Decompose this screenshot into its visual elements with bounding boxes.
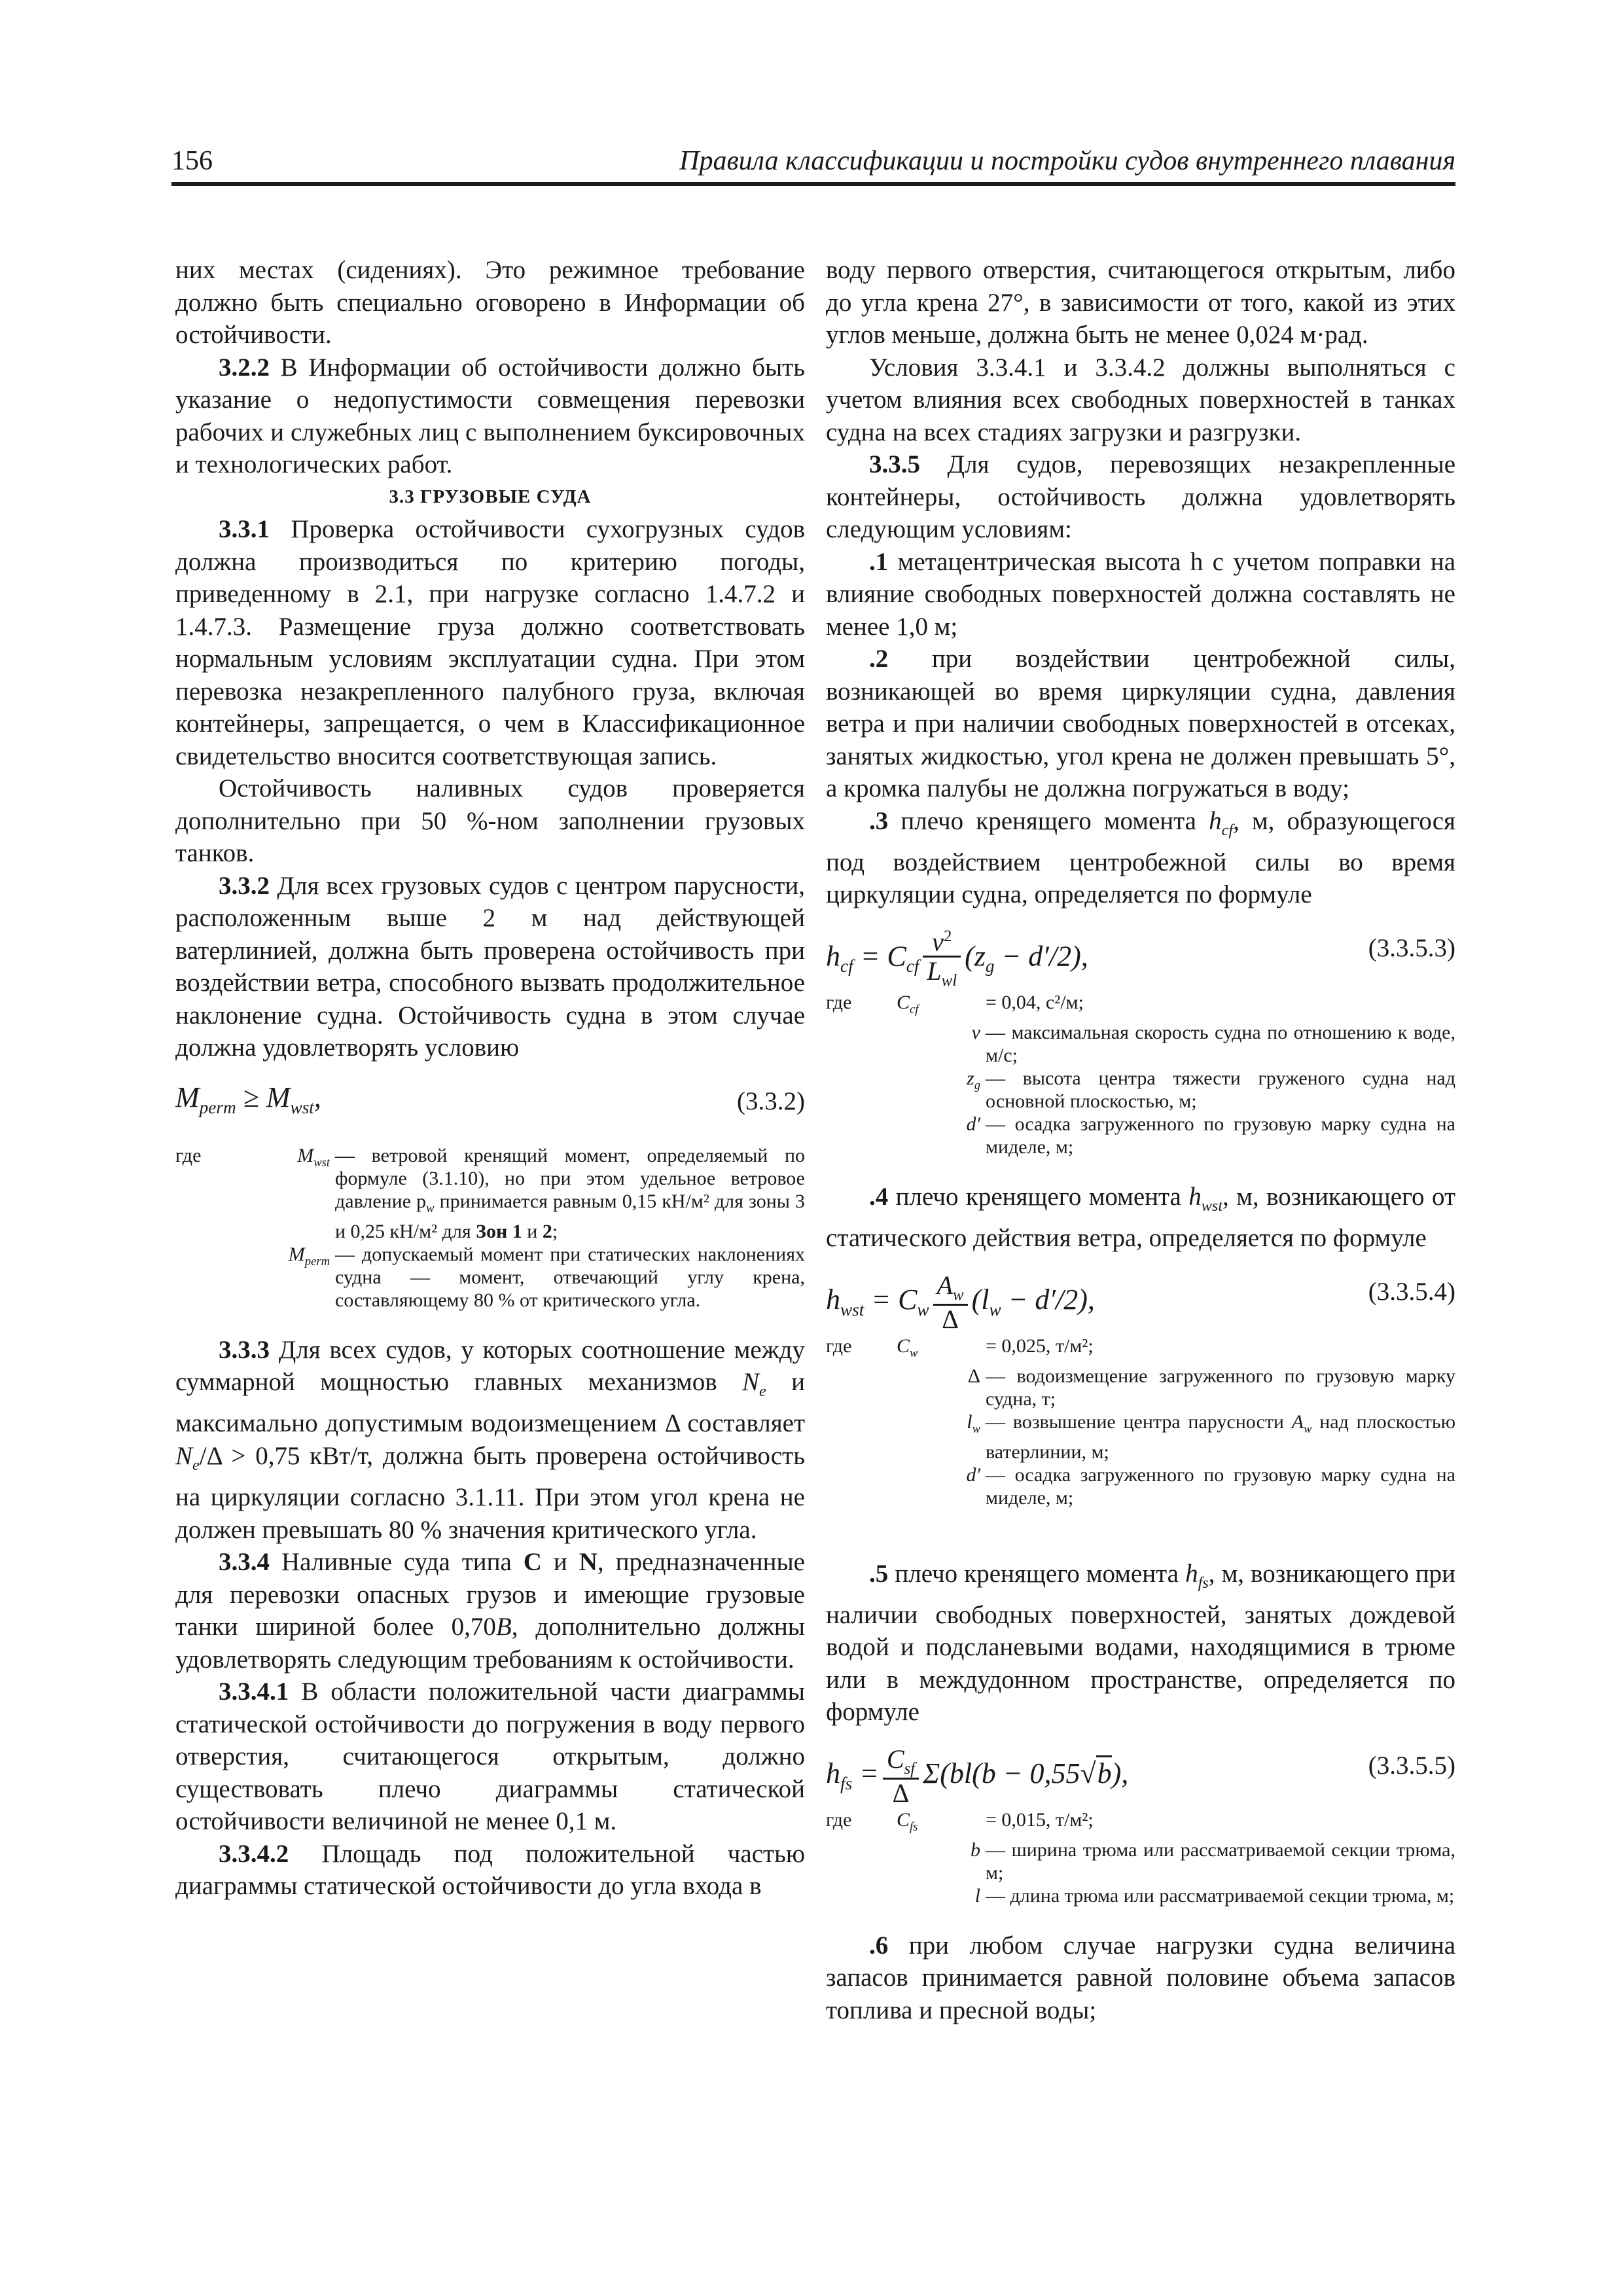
item-text: при воздействии центробежной силы, возникающей во время циркуляции судна, давления ветра и при наличии свободных поверхностей в отсеках, занятых жидкостью, угол крена не должен превышать 5°, а кромка палубы не должна погружаться в воду; bbox=[826, 645, 1455, 802]
clause-number: 3.3.4 bbox=[219, 1548, 270, 1577]
item-text: при любом случае нагрузки судна величина запасов принимается равной половине объема запасов топлива и пресной воды; bbox=[826, 1931, 1455, 2024]
paragraph-3-3-4 bbox=[175, 1546, 805, 1676]
item-text: плечо кренящего момента bbox=[888, 1559, 1186, 1588]
clause-number: 3.3.2 bbox=[219, 871, 270, 900]
formula-legend-3-3-5-5 bbox=[826, 1808, 1455, 1907]
paragraph-text: Для судов, перевозящих незакрепленные контейнеры, остойчивость должна удовлетворять следующим условиям: bbox=[826, 450, 1455, 543]
legend-row bbox=[175, 1144, 805, 1243]
legend-row bbox=[826, 1839, 1455, 1884]
paragraph-continuation: них местах (сидениях). Это режимное требование должно быть специально оговорено в Информации об остойчивости. bbox=[175, 256, 805, 349]
item-text: плечо кренящего момента bbox=[888, 1182, 1189, 1211]
formula-expression: $h_{cf} = C_{cf}$ $\frac{v^2}{L_{wl}}$ $(z_g - d'/2)$, bbox=[826, 927, 1088, 990]
legend-symbol: Δ bbox=[967, 1365, 980, 1387]
legend-symbol: $M_{perm}$ bbox=[288, 1243, 330, 1268]
item-5: .5 плечо кренящего момента $h_{fs}$, м, возникающего при наличии свободных поверхностей, занятых дождевой водой и подсланевыми водами, находящимися в трюме или в междудонном пространстве, определяется по формуле bbox=[826, 1559, 1455, 1727]
legend-text: — ширина трюма или рассматриваемой секции трюма, м; bbox=[986, 1839, 1455, 1884]
legend-row bbox=[826, 1365, 1455, 1410]
page-header bbox=[171, 143, 1455, 186]
legend-text: = 0,04, с²/м; bbox=[986, 991, 1084, 1013]
legend-text: = 0,015, т/м²; bbox=[986, 1808, 1094, 1831]
legend-text: — длина трюма или рассматриваемой секции трюма, м; bbox=[986, 1884, 1455, 1907]
running-title: Правила классификации и постройки судов внутреннего плавания bbox=[679, 146, 1455, 176]
legend-row bbox=[826, 1335, 1455, 1365]
paragraph-3-3-3: 3.3.3 Для всех судов, у которых соотношение между суммарной мощностью главных механизмов $N_e$ и максимально допустимым водоизмещением Δ составляет $N_e/\Delta > 0,75$ кВт/т, должна быть проверена остойчивость на циркуляции согласно 3.1.11. При этом угол крена не должен превышать 80 % значения критического угла. bbox=[175, 1335, 805, 1544]
clause-number: 3.3.1 bbox=[219, 515, 270, 543]
formula-3-3-5-3 bbox=[826, 923, 1455, 990]
paragraph-text: Для всех судов, у которых соотношение между суммарной мощностью главных механизмов bbox=[175, 1335, 805, 1396]
item-number: .5 bbox=[869, 1559, 889, 1588]
item-text: метацентрическая высота h с учетом поправки на влияние свободных поверхностей должна составлять не менее 1,0 м; bbox=[826, 547, 1455, 641]
formula-3-3-5-5 bbox=[826, 1740, 1455, 1808]
legend-row bbox=[826, 1410, 1455, 1463]
item-6 bbox=[826, 1929, 1455, 2027]
paragraph-text: и bbox=[541, 1548, 579, 1577]
item-text: плечо кренящего момента bbox=[888, 806, 1209, 835]
legend-text: — максимальная скорость судна по отношению к воде, м/с; bbox=[986, 1021, 1455, 1066]
legend-text: — осадка загруженного по грузовую марку судна на миделе, м; bbox=[986, 1113, 1455, 1158]
paragraph-text: Наливные суда типа bbox=[270, 1548, 524, 1577]
paragraph-text: В области положительной части диаграммы статической остойчивости до погружения в воду первого отверстия, считающегося открытым, должно существовать плечо диаграммы статической остойчивости величиной не менее 0,1 м. bbox=[175, 1677, 805, 1836]
legend-symbol: l bbox=[974, 1884, 980, 1907]
vessel-type: C bbox=[523, 1548, 542, 1577]
legend-text: — ветровой кренящий момент, определяемый по формуле (3.1.10), но при этом удельное ветровое давление $p_w$ принимается равным 0,15 кН/м² для зоны 3 и 0,25 кН/м² для Зон 1 и 2; bbox=[335, 1144, 806, 1242]
item-text: , м, возникающего при наличии свободных поверхностей, занятых дождевой водой и подсланевыми водами, находящимися в трюме или в междудонном пространстве, определяется по формуле bbox=[826, 1559, 1455, 1727]
formula-expression: $h_{fs}$ = $\frac{C_{sf}}{\Delta}$ Σ(bl(b − 0,55√b), bbox=[826, 1744, 1129, 1808]
legend-row bbox=[826, 1884, 1455, 1907]
legend-where: где bbox=[826, 991, 852, 1013]
paragraph-continuation: воду первого отверстия, считающегося открытым, либо до угла крена 27°, в зависимости от того, какой из этих углов меньше, должна быть не менее 0,024 м·рад. bbox=[826, 256, 1455, 349]
item-number: .6 bbox=[869, 1931, 889, 1960]
legend-symbol: $M_{wst}$ bbox=[297, 1144, 330, 1170]
paragraph-text: , дополнительно должны удовлетворять следующим требованиям к остойчивости. bbox=[175, 1613, 805, 1674]
paragraph-text: и максимально допустимым водоизмещением Δ составляет bbox=[175, 1368, 805, 1438]
legend-symbol: $z_g$ bbox=[967, 1067, 980, 1092]
formula-legend-3-3-5-4 bbox=[826, 1335, 1455, 1509]
legend-and: и bbox=[522, 1220, 543, 1242]
formula-number: (3.3.2) bbox=[737, 1086, 805, 1115]
item-number: .2 bbox=[869, 645, 889, 673]
legend-symbol: d′ bbox=[966, 1463, 980, 1486]
paragraph-3-3-4-2 bbox=[175, 1838, 805, 1903]
formula-number: (3.3.5.5) bbox=[1368, 1751, 1455, 1780]
page-number: 156 bbox=[171, 146, 213, 176]
item-number: .4 bbox=[869, 1182, 889, 1211]
formula-number: (3.3.5.4) bbox=[1368, 1277, 1455, 1306]
legend-symbol: b bbox=[971, 1839, 980, 1861]
item-number: .3 bbox=[869, 806, 889, 835]
item-number: .1 bbox=[869, 547, 889, 576]
section-title: 3.3 ГРУЗОВЫЕ СУДА bbox=[389, 486, 592, 507]
paragraph-text: Проверка остойчивости сухогрузных судов должна производиться по критерию погоды, приведенному в 2.1, при нагрузке согласно 1.4.7.2 и 1.4.7.3. Размещение груза должно соответствовать нормальным условиям эксплуатации судна. При этом перевозка незакрепленного палубного груза, включая контейнеры, запрещается, о чем в Классификационное свидетельство вносится соответствующая запись. bbox=[175, 515, 805, 770]
legend-symbol: $C_w$ bbox=[897, 1335, 918, 1360]
legend-text: — возвышение центра парусности $A_w$ над плоскостью ватерлинии, м; bbox=[986, 1410, 1455, 1463]
paragraph-3-3-1-b: Остойчивость наливных судов проверяется дополнительно при 50 %-ном заполнении грузовых танков. bbox=[175, 774, 805, 867]
legend-symbol: d′ bbox=[966, 1113, 980, 1135]
paragraph-3-3-2 bbox=[175, 870, 805, 1064]
clause-number: 3.3.4.1 bbox=[219, 1677, 289, 1706]
vessel-type: N bbox=[579, 1548, 597, 1577]
formula-number: (3.3.5.3) bbox=[1368, 933, 1455, 962]
paragraph-text: /Δ > 0,75 кВт/т, должна быть проверена остойчивость на циркуляции согласно 3.1.11. При этом угол крена не должен превышать 80 % значения критического угла. bbox=[175, 1441, 805, 1544]
clause-number: 3.3.3 bbox=[219, 1335, 270, 1364]
legend-where: где bbox=[826, 1335, 852, 1357]
paragraph-text: Площадь под положительной частью диаграммы статической остойчивости до угла входа в bbox=[175, 1839, 805, 1901]
legend-desc: — ветровой кренящий момент, определяемый по формуле (3.1.10), но при этом удельное ветровое давление p bbox=[335, 1144, 805, 1212]
item-1 bbox=[826, 546, 1455, 643]
legend-bold: 2 bbox=[542, 1220, 552, 1242]
legend-row bbox=[826, 991, 1455, 1021]
paragraph-3-3-1 bbox=[175, 513, 805, 772]
legend-where: где bbox=[175, 1144, 202, 1166]
paragraph-3-2-2 bbox=[175, 351, 805, 481]
clause-number: 3.3.5 bbox=[869, 450, 920, 478]
paragraph-3-3-4-1 bbox=[175, 1676, 805, 1838]
formula-3-3-2 bbox=[175, 1076, 805, 1135]
paragraph-3-3-5 bbox=[826, 448, 1455, 546]
clause-number: 3.2.2 bbox=[219, 353, 270, 382]
legend-row bbox=[826, 1808, 1455, 1839]
legend-desc: — возвышение центра парусности bbox=[986, 1410, 1292, 1433]
legend-symbol: $l_w$ bbox=[967, 1410, 980, 1436]
item-3: .3 плечо кренящего момента $h_{cf}$, м, образующегося под воздействием центробежной силы во время циркуляции судна, определяется по формуле bbox=[826, 806, 1455, 909]
legend-row bbox=[826, 1067, 1455, 1113]
legend-symbol: v bbox=[971, 1021, 980, 1043]
legend-text: — осадка загруженного по грузовую марку судна на миделе, м; bbox=[986, 1463, 1455, 1509]
legend-end: ; bbox=[552, 1220, 558, 1242]
legend-text: — высота центра тяжести груженого судна над основной плоскостью, м; bbox=[986, 1067, 1455, 1112]
legend-row bbox=[826, 1021, 1455, 1067]
paragraph-text: , предназначенные для перевозки опасных грузов и имеющие грузовые танки шириной более 0,70 bbox=[175, 1548, 805, 1641]
paragraph-conditions: Условия 3.3.4.1 и 3.3.4.2 должны выполняться с учетом влияния всех свободных поверхностей в танках судна на всех стадиях загрузки и разгрузки. bbox=[826, 353, 1455, 446]
legend-text: — допускаемый момент при статических наклонениях судна — момент, отвечающий углу крена, составляющему 80 % от критического угла. bbox=[335, 1243, 805, 1311]
legend-bold: Зон 1 bbox=[476, 1220, 522, 1242]
legend-row bbox=[826, 1113, 1455, 1158]
legend-row bbox=[826, 1463, 1455, 1509]
legend-desc-tail: принимается равным 0,15 кН/м² для зоны 3 и 0,25 кН/м² для bbox=[335, 1190, 806, 1242]
legend-text: — водоизмещение загруженного по грузовую марку судна, т; bbox=[986, 1365, 1455, 1410]
paragraph-text: Для всех грузовых судов с центром парусности, расположенным выше 2 м над действующей ватерлинией, должна быть проверена остойчивость при воздействии ветра, способного вызвать продолжительное наклонение судна. Остойчивость судна в этом случае должна удовлетворять условию bbox=[175, 871, 805, 1062]
formula-expression: $h_{wst} = C_w$ $\frac{A_w}{\Delta}$ $(l_w - d'/2)$, bbox=[826, 1270, 1095, 1334]
right-column bbox=[826, 254, 1455, 2026]
clause-number: 3.3.4.2 bbox=[219, 1839, 289, 1868]
legend-where: где bbox=[826, 1808, 852, 1831]
formula-legend-3-3-5-3 bbox=[826, 991, 1455, 1158]
item-text: , м, образующегося под воздействием центробежной силы во время циркуляции судна, определяется по формуле bbox=[826, 806, 1455, 909]
legend-text: = 0,025, т/м²; bbox=[986, 1335, 1094, 1357]
legend-row bbox=[175, 1243, 805, 1312]
symbol-b: B bbox=[495, 1613, 512, 1641]
legend-desc: над плоскостью ватерлинии, м; bbox=[986, 1410, 1455, 1463]
legend-symbol: $C_{cf}$ bbox=[897, 991, 919, 1016]
left-column bbox=[175, 254, 805, 1903]
item-4: .4 плечо кренящего момента $h_{wst}$, м, возникающего от статического действия ветра, определяется по формуле bbox=[826, 1182, 1455, 1253]
item-2 bbox=[826, 643, 1455, 805]
formula-expression: $M_{perm} \ge M_{wst}$, bbox=[175, 1081, 321, 1117]
formula-legend-3-3-2 bbox=[175, 1144, 805, 1312]
item-text: , м, возникающего от статического действия ветра, определяется по формуле bbox=[826, 1182, 1455, 1253]
formula-3-3-5-4 bbox=[826, 1266, 1455, 1334]
legend-symbol: $C_{fs}$ bbox=[897, 1808, 918, 1834]
paragraph-text: В Информации об остойчивости должно быть указание о недопустимости совмещения перевозки рабочих и служебных лиц с выполнением буксировочных и технологических работ. bbox=[175, 353, 805, 478]
